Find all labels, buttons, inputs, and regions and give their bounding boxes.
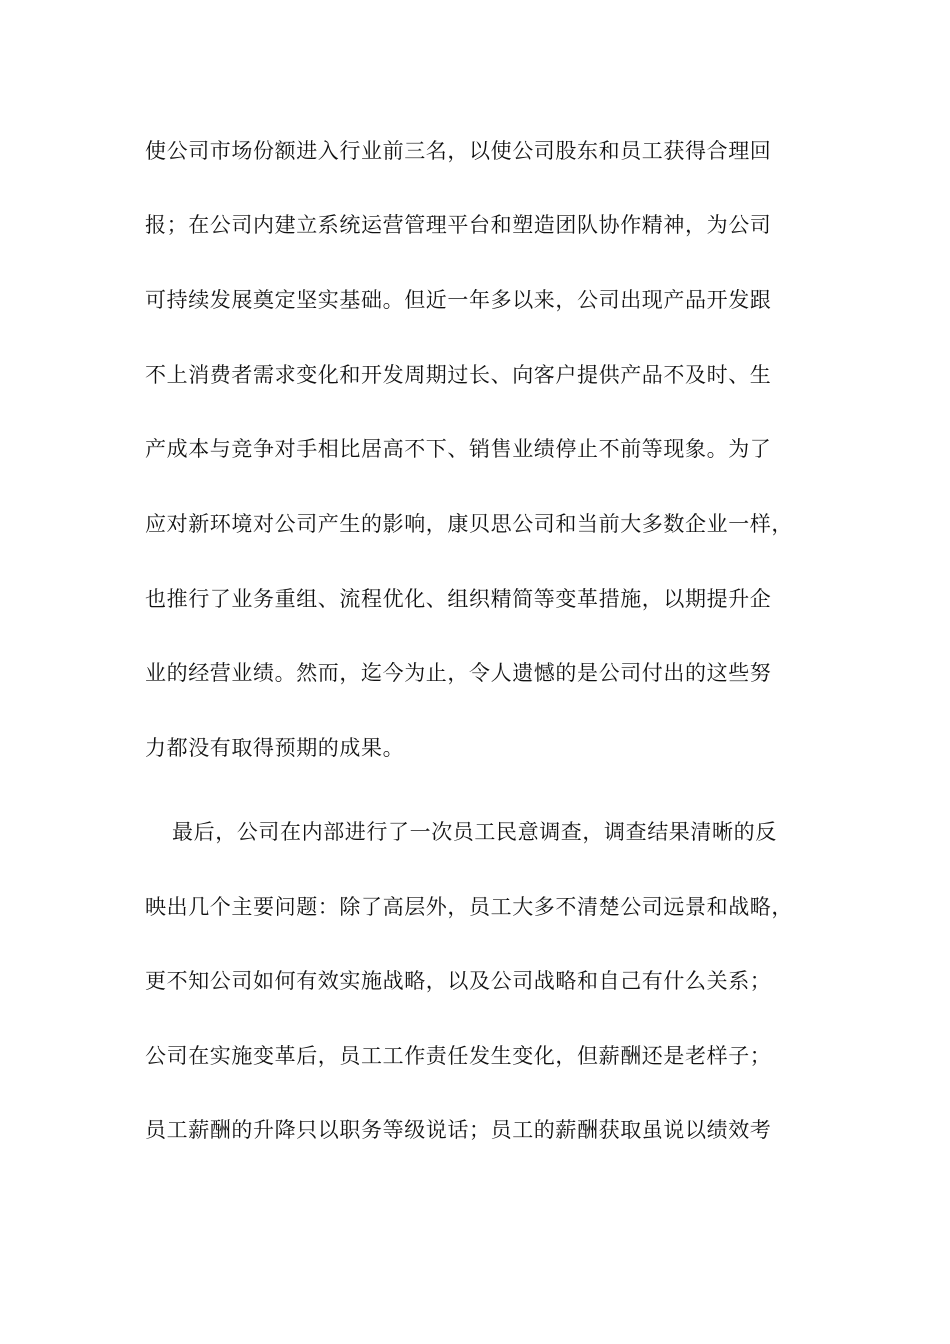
text-line: 也推行了业务重组、流程优化、组织精简等变革措施，以期提升企 [145, 587, 772, 611]
text-line: 最后，公司在内部进行了一次员工民意调查，调查结果清晰的反 [172, 820, 777, 844]
text-line: 业的经营业绩。然而，迄今为止，令人遗憾的是公司付出的这些努 [145, 661, 772, 685]
text-line: 更不知公司如何有效实施战略，以及公司战略和自己有什么关系； [145, 969, 772, 993]
text-line: 员工薪酬的升降只以职务等级说话；员工的薪酬获取虽说以绩效考 [145, 1118, 772, 1142]
text-line: 使公司市场份额进入行业前三名，以使公司股东和员工获得合理回 [145, 139, 772, 163]
text-line: 应对新环境对公司产生的影响，康贝思公司和当前大多数企业一样， [145, 512, 793, 536]
text-line: 可持续发展奠定坚实基础。但近一年多以来，公司出现产品开发跟 [145, 288, 772, 312]
text-line: 公司在实施变革后，员工工作责任发生变化，但薪酬还是老样子； [145, 1044, 772, 1068]
text-line: 映出几个主要问题：除了高层外，员工大多不清楚公司远景和战略， [145, 895, 793, 919]
text-line: 不上消费者需求变化和开发周期过长、向客户提供产品不及时、生 [145, 363, 772, 387]
text-line: 报；在公司内建立系统运营管理平台和塑造团队协作精神，为公司 [145, 213, 772, 237]
text-line: 产成本与竞争对手相比居高不下、销售业绩停止不前等现象。为了 [145, 437, 772, 461]
text-line: 力都没有取得预期的成果。 [145, 736, 405, 760]
